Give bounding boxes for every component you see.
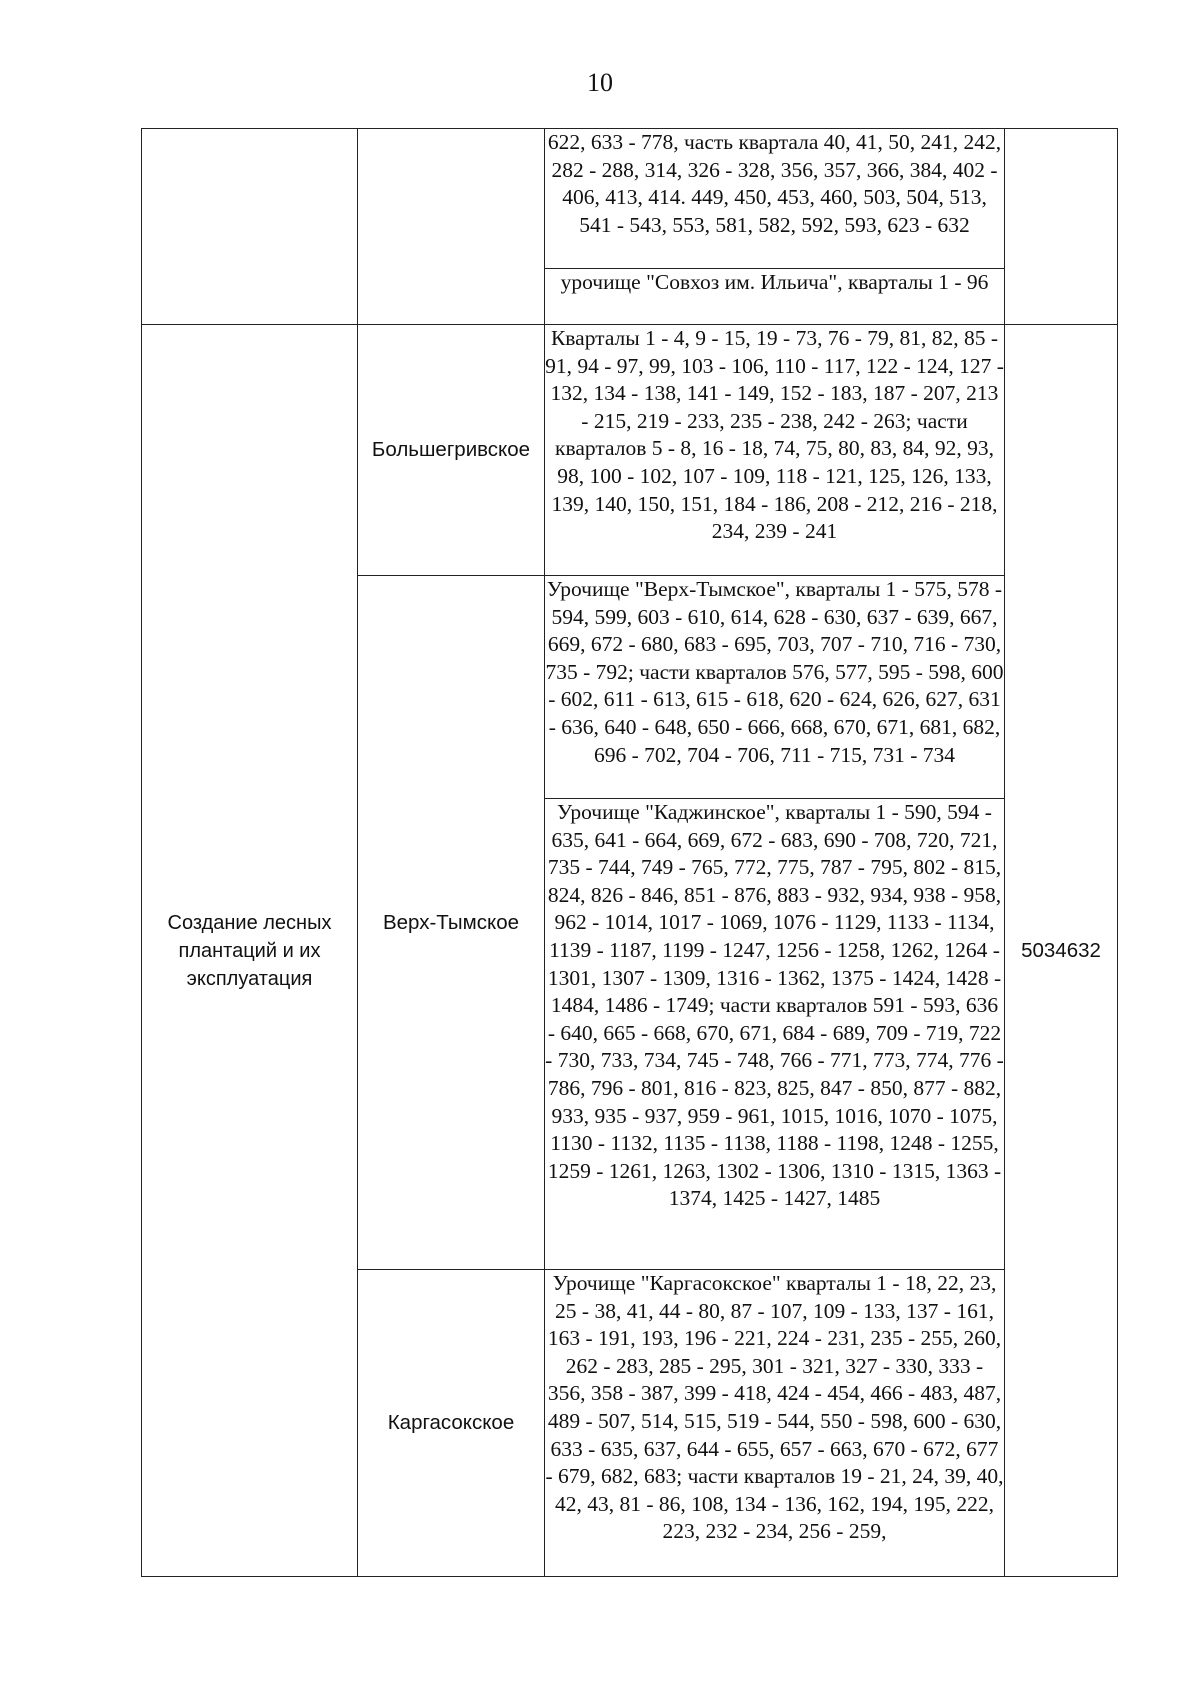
bolshegrivskoe-row [142, 325, 1118, 576]
quarters-text: Урочище "Каджинское", кварталы 1 - 590, 594 - 635, 641 - 664, 669, 672 - 683, 690 - 708, 720, 721, 735 - 744, 749 - 765, 772, 775, 787 - 795, 802 - 815, 824, 826 - 846, 851 - 876, 883 - 932, 934, 938 - 958, 962 - 1014, 1017 - 1069, 1076 - 1129, 1133 - 1134, 1139 - 1187, 1199 - 1247, 1256 - 1258, 1262, 1264 - 1301, 1307 - 1309, 1316 - 1362, 1375 - 1424, 1428 - 1484, 1486 - 1749; части кварталов 591 - 593, 636 - 640, 665 - 668, 670, 671, 684 - 689, 709 - 719, 722 - 730, 733, 734, 745 - 748, 766 - 771, 773, 774, 776 - 786, 796 - 801, 816 - 823, 825, 847 - 850, 877 - 882, 933, 935 - 937, 959 - 961, 1015, 1016, 1070 - 1075, 1130 - 1132, 1135 - 1138, 1188 - 1198, 1248 - 1255, 1259 - 1261, 1263, 1302 - 1306, 1310 - 1315, 1363 - 1374, 1425 - 1427, 1485 [545, 800, 1004, 1211]
forestry-kargasokskoe: Каргасокское [358, 1270, 545, 1577]
continuation-forestry-cell [358, 129, 545, 325]
bolshegrivskoe-quarters-cell [545, 325, 1005, 576]
area-cell: 5034632 [1005, 325, 1118, 1577]
kadzhinskoe-quarters-cell [545, 799, 1005, 1270]
activity-cell: Создание лесных плантаций и их эксплуатация [142, 325, 358, 1577]
quarters-text: Урочище "Верх-Тымское", кварталы 1 - 575, 578 - 594, 599, 603 - 610, 614, 628 - 630, 637 - 639, 667, 669, 672 - 680, 683 - 695, 703, 707 - 710, 716 - 730, 735 - 792; части кварталов 576, 577, 595 - 598, 600 - 602, 611 - 613, 615 - 618, 620 - 624, 626, 627, 631 - 636, 640 - 648, 650 - 666, 668, 670, 671, 681, 682, 696 - 702, 704 - 706, 711 - 715, 731 - 734 [545, 577, 1004, 767]
kargasokskoe-quarters-cell [545, 1270, 1005, 1577]
continuation-area-cell [1005, 129, 1118, 325]
page-number: 10 [587, 68, 613, 97]
forest-zones-table [141, 128, 1118, 1577]
continuation-quarters-cell [545, 129, 1005, 269]
verkh-tymskoe-quarters-cell [545, 576, 1005, 799]
sovkhoz-ilyicha-quarters-cell [545, 269, 1005, 325]
continuation-activity-cell [142, 129, 358, 325]
quarters-text: урочище "Совхоз им. Ильича", кварталы 1 - 96 [560, 270, 989, 294]
quarters-text: Урочище "Каргасокское" кварталы 1 - 18, 22, 23, 25 - 38, 41, 44 - 80, 87 - 107, 109 - 133, 137 - 161, 163 - 191, 193, 196 - 221, 224 - 231, 235 - 255, 260, 262 - 283, 285 - 295, 301 - 321, 327 - 330, 333 - 356, 358 - 387, 399 - 418, 424 - 454, 466 - 483, 487, 489 - 507, 514, 515, 519 - 544, 550 - 598, 600 - 630, 633 - 635, 637, 644 - 655, 657 - 663, 670 - 672, 677 - 679, 682, 683; части кварталов 19 - 21, 24, 39, 40, 42, 43, 81 - 86, 108, 134 - 136, 162, 194, 195, 222, 223, 232 - 234, 256 - 259, [545, 1271, 1004, 1544]
forestry-verkh-tymskoe: Верх-Тымское [358, 576, 545, 1270]
quarters-text: 622, 633 - 778, часть квартала 40, 41, 50, 241, 242, 282 - 288, 314, 326 - 328, 356, 357, 366, 384, 402 - 406, 413, 414. 449, 450, 453, 460, 503, 504, 513, 541 - 543, 553, 581, 582, 592, 593, 623 - 632 [547, 130, 1002, 237]
forestry-bolshegrivskoe: Большегривское [358, 325, 545, 576]
continuation-row-1 [142, 129, 1118, 269]
quarters-text: Кварталы 1 - 4, 9 - 15, 19 - 73, 76 - 79, 81, 82, 85 - 91, 94 - 97, 99, 103 - 106, 110 - 117, 122 - 124, 127 - 132, 134 - 138, 141 - 149, 152 - 183, 187 - 207, 213 - 215, 219 - 233, 235 - 238, 242 - 263; части кварталов 5 - 8, 16 - 18, 74, 75, 80, 83, 84, 92, 93, 98, 100 - 102, 107 - 109, 118 - 121, 125, 126, 133, 139, 140, 150, 151, 184 - 186, 208 - 212, 216 - 218, 234, 239 - 241 [545, 326, 1004, 544]
